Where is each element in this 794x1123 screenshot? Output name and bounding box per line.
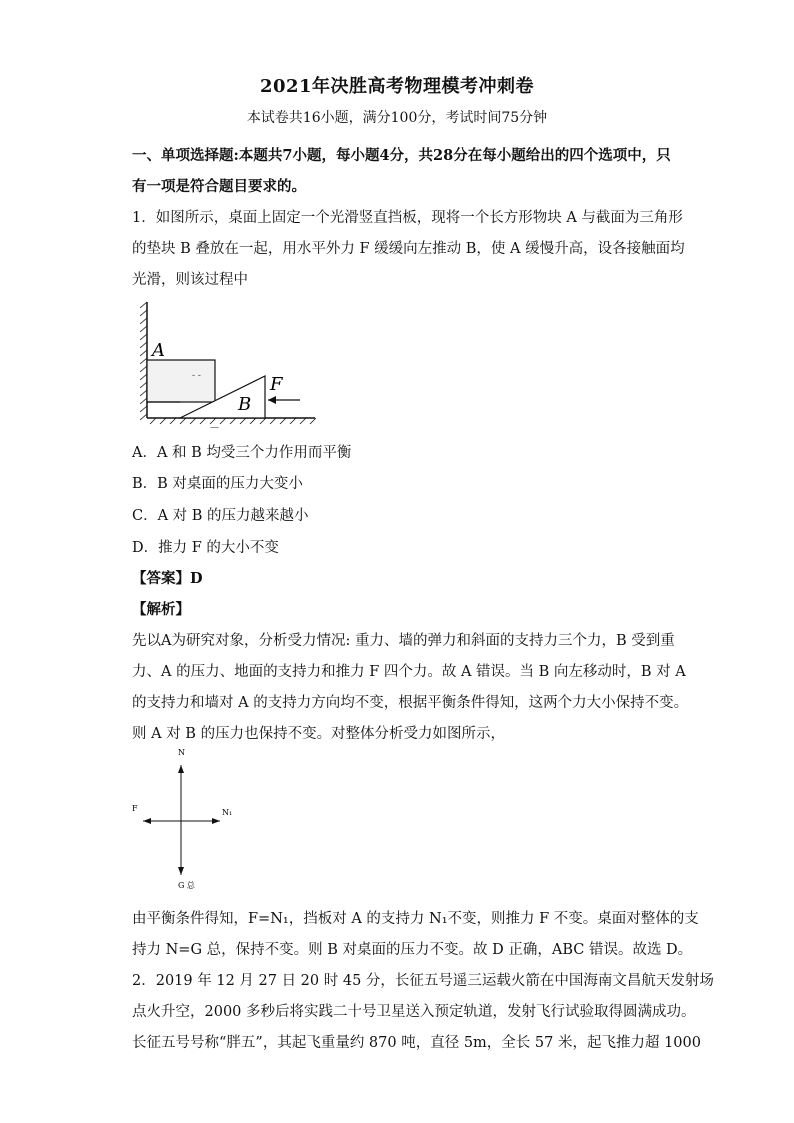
block-a — [147, 360, 215, 402]
q1-option-b: B．B 对桌面的压力大变小 — [132, 476, 303, 492]
label-force-f: F — [132, 804, 138, 813]
wall-block-wedge-diagram — [140, 300, 320, 430]
arrow-n — [178, 765, 184, 773]
q1-analysis-line2: 力、A 的压力、地面的支持力和推力 F 四个力。故 A 错误。当 B 向左移动时，B 对 A — [132, 664, 686, 680]
label-n1: N₁ — [222, 808, 233, 817]
q1-analysis-line1: 先以A为研究对象，分析受力情况: 重力、墙的弹力和斜面的支持力三个力，B 受到重 — [132, 633, 675, 649]
page-title: 2021年决胜高考物理模考冲刺卷 — [259, 76, 535, 97]
q1-stem-line1: 1．如图所示，桌面上固定一个光滑竖直挡板，现将一个长方形物块 A 与截面为三角形 — [132, 210, 683, 226]
label-b: B — [238, 394, 252, 415]
q1-stem-line3: 光滑，则该过程中 — [132, 272, 248, 288]
q1-conclusion-line2: 持力 N=G 总，保持不变。则 B 对桌面的压力不变。故 D 正确，ABC 错误。故选 D。 — [132, 942, 693, 958]
label-a: A — [152, 340, 165, 361]
q1-option-c: C．A 对 B 的压力越来越小 — [132, 508, 309, 524]
q2-line3: 长征五号号称“胖五”，其起飞重量约 870 吨，直径 5m，全长 57 米，起飞推力超 1000 — [132, 1035, 701, 1051]
svg-text:—: — — [210, 423, 219, 430]
wall-hatch — [140, 302, 147, 420]
q1-answer: 【答案】D — [132, 570, 203, 587]
q1-option-a: A．A 和 B 均受三个力作用而平衡 — [132, 445, 352, 461]
page-subtitle: 本试卷共16小题，满分100分，考试时间75分钟 — [246, 110, 548, 126]
label-f: F — [270, 374, 283, 395]
q1-option-d: D．推力 F 的大小不变 — [132, 540, 279, 556]
force-diagram-svg — [128, 745, 238, 895]
q1-stem-line2: 的垫块 B 叠放在一起，用水平外力 F 缓缓向左推动 B，使 A 缓慢升高，设各接触面均 — [132, 241, 685, 257]
floor-hatch — [150, 418, 316, 424]
label-g: G 总 — [178, 881, 195, 890]
q1-figure — [140, 300, 320, 430]
q2-line2: 点火升空，2000 多秒后将实践二十号卫星送入预定轨道，发射飞行试验取得圆满成功。 — [132, 1004, 696, 1020]
section-heading-line1: 一、单项选择题:本题共7小题，每小题4分，共28分在每小题给出的四个选项中，只 — [132, 147, 671, 164]
force-diagram — [128, 745, 238, 895]
arrow-f — [143, 818, 151, 824]
svg-text:- -: - - — [192, 371, 201, 381]
section-heading-line2: 有一项是符合题目要求的。 — [132, 178, 306, 195]
q2-line1: 2．2019 年 12 月 27 日 20 时 45 分，长征五号遥三运载火箭在中国海南文昌航天发射场 — [132, 973, 714, 989]
q1-analysis-label: 【解析】 — [132, 601, 190, 618]
q1-analysis-line4: 则 A 对 B 的压力也保持不变。对整体分析受力如图所示， — [132, 726, 506, 742]
arrow-g — [178, 867, 184, 875]
label-n: N — [178, 748, 185, 757]
q1-conclusion-line1: 由平衡条件得知，F=N₁，挡板对 A 的支持力 N₁不变，则推力 F 不变。桌面对整体的支 — [132, 911, 699, 927]
arrow-n1 — [212, 818, 220, 824]
q1-analysis-line3: 的支持力和墙对 A 的支持力方向均不变，根据平衡条件得知，这两个力大小保持不变。 — [132, 695, 689, 711]
